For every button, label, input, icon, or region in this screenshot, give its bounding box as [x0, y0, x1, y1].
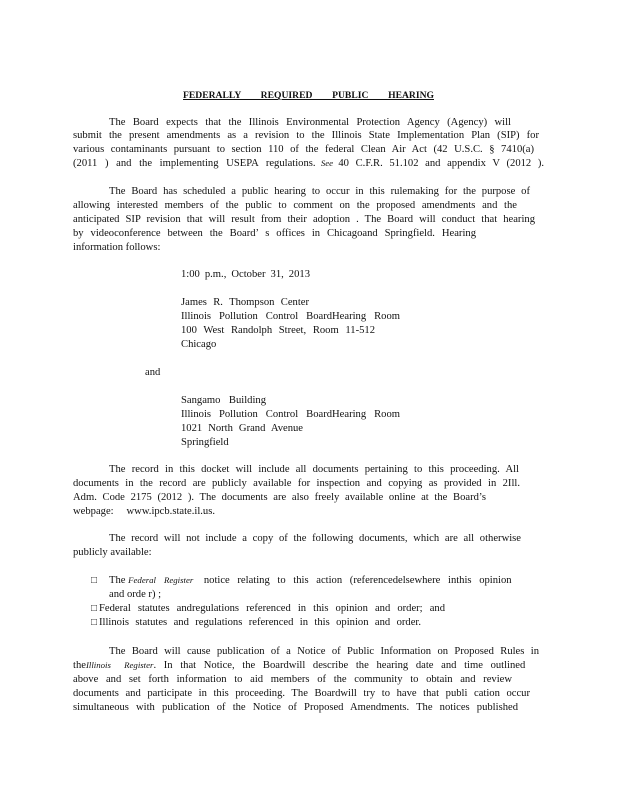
paragraph-line: above and set forth information to aid members of the community to obtain and review [73, 674, 512, 685]
paragraph-line: various contaminants pursuant to section 110 of the federal Clean Air Act (42 U.S.C. § 7410(a) [73, 144, 534, 155]
section-heading: FEDERALLY REQUIRED PUBLIC HEARING [183, 90, 434, 101]
address-line: Springfield [181, 437, 229, 448]
paragraph-line: The record will not include a copy of the following documents, which are all otherwise [109, 533, 521, 544]
paragraph-line: Adm. Code 2175 (2012 ). The documents are also freely available online at the Board’s [73, 492, 486, 503]
paragraph-line: documents in the record are publicly available for inspection and copying as provided in 2Ill. [73, 478, 520, 489]
address-line: Sangamo Building [181, 395, 266, 406]
paragraph-line: by videoconference between the Board’ s offices in Chicagoand Springfield. Hearing [73, 228, 476, 239]
see-signal: See [320, 158, 334, 168]
list-item-continuation: and orde r) ; [109, 589, 162, 600]
paragraph-line: The Board will cause publication of a Notice of Public Information on Proposed Rules in [109, 646, 539, 657]
address-line: Chicago [181, 339, 217, 350]
paragraph-line: The Board has scheduled a public hearing to occur in this rulemaking for the purpose of [109, 186, 530, 197]
paragraph-line: documents and participate in this proceeding. The Boardwill try to have that publi cation occur [73, 688, 530, 699]
paragraph-line: allowing interested members of the public to comment on the proposed amendments and the [73, 200, 517, 211]
hearing-time: 1:00 p.m., October 31, 2013 [181, 269, 310, 280]
paragraph-line: theIllinois Register. In that Notice, the Boardwill describe the hearing date and time outlined [73, 660, 526, 671]
bullet-box-icon: □ [91, 617, 98, 628]
paragraph-line: The record in this docket will include all documents pertaining to this proceeding. All [109, 464, 519, 475]
citation-text: (2011 ) and the implementing USEPA regulations. [73, 158, 316, 169]
list-item: Illinois statutes and regulations referenced in this opinion and order. [99, 617, 421, 628]
address-line: 100 West Randolph Street, Room 11-512 [181, 325, 375, 336]
bullet-box-icon: □ [91, 575, 98, 586]
connector-text: and [145, 367, 161, 378]
paragraph-line: anticipated SIP revision that will result from their adoption . The Board will conduct that hearing [73, 214, 535, 225]
paragraph-line: information follows: [73, 242, 161, 253]
paragraph-line: submit the present amendments as a revision to the Illinois State Implementation Plan (SIP) for [73, 130, 539, 141]
list-item: The Federal Register notice relating to this action (referencedelsewhere inthis opinion [109, 575, 512, 586]
paragraph-line: publicly available: [73, 547, 152, 558]
paragraph-line: simultaneous with publication of the Notice of Proposed Amendments. The notices published [73, 702, 518, 713]
address-line: James R. Thompson Center [181, 297, 309, 308]
address-line: 1021 North Grand Avenue [181, 423, 303, 434]
paragraph-line: webpage: www.ipcb.state.il.us. [73, 506, 215, 517]
paragraph-line: The Board expects that the Illinois Environmental Protection Agency (Agency) will [109, 117, 511, 128]
address-line: Illinois Pollution Control BoardHearing Room [181, 409, 400, 420]
address-line: Illinois Pollution Control BoardHearing Room [181, 311, 400, 322]
bullet-box-icon: □ [91, 603, 98, 614]
citation-text: 40 C.F.R. 51.102 and appendix V (2012 ). [338, 158, 545, 169]
list-item: Federal statutes andregulations referenced in this opinion and order; and [99, 603, 445, 614]
paragraph-line [73, 157, 544, 170]
